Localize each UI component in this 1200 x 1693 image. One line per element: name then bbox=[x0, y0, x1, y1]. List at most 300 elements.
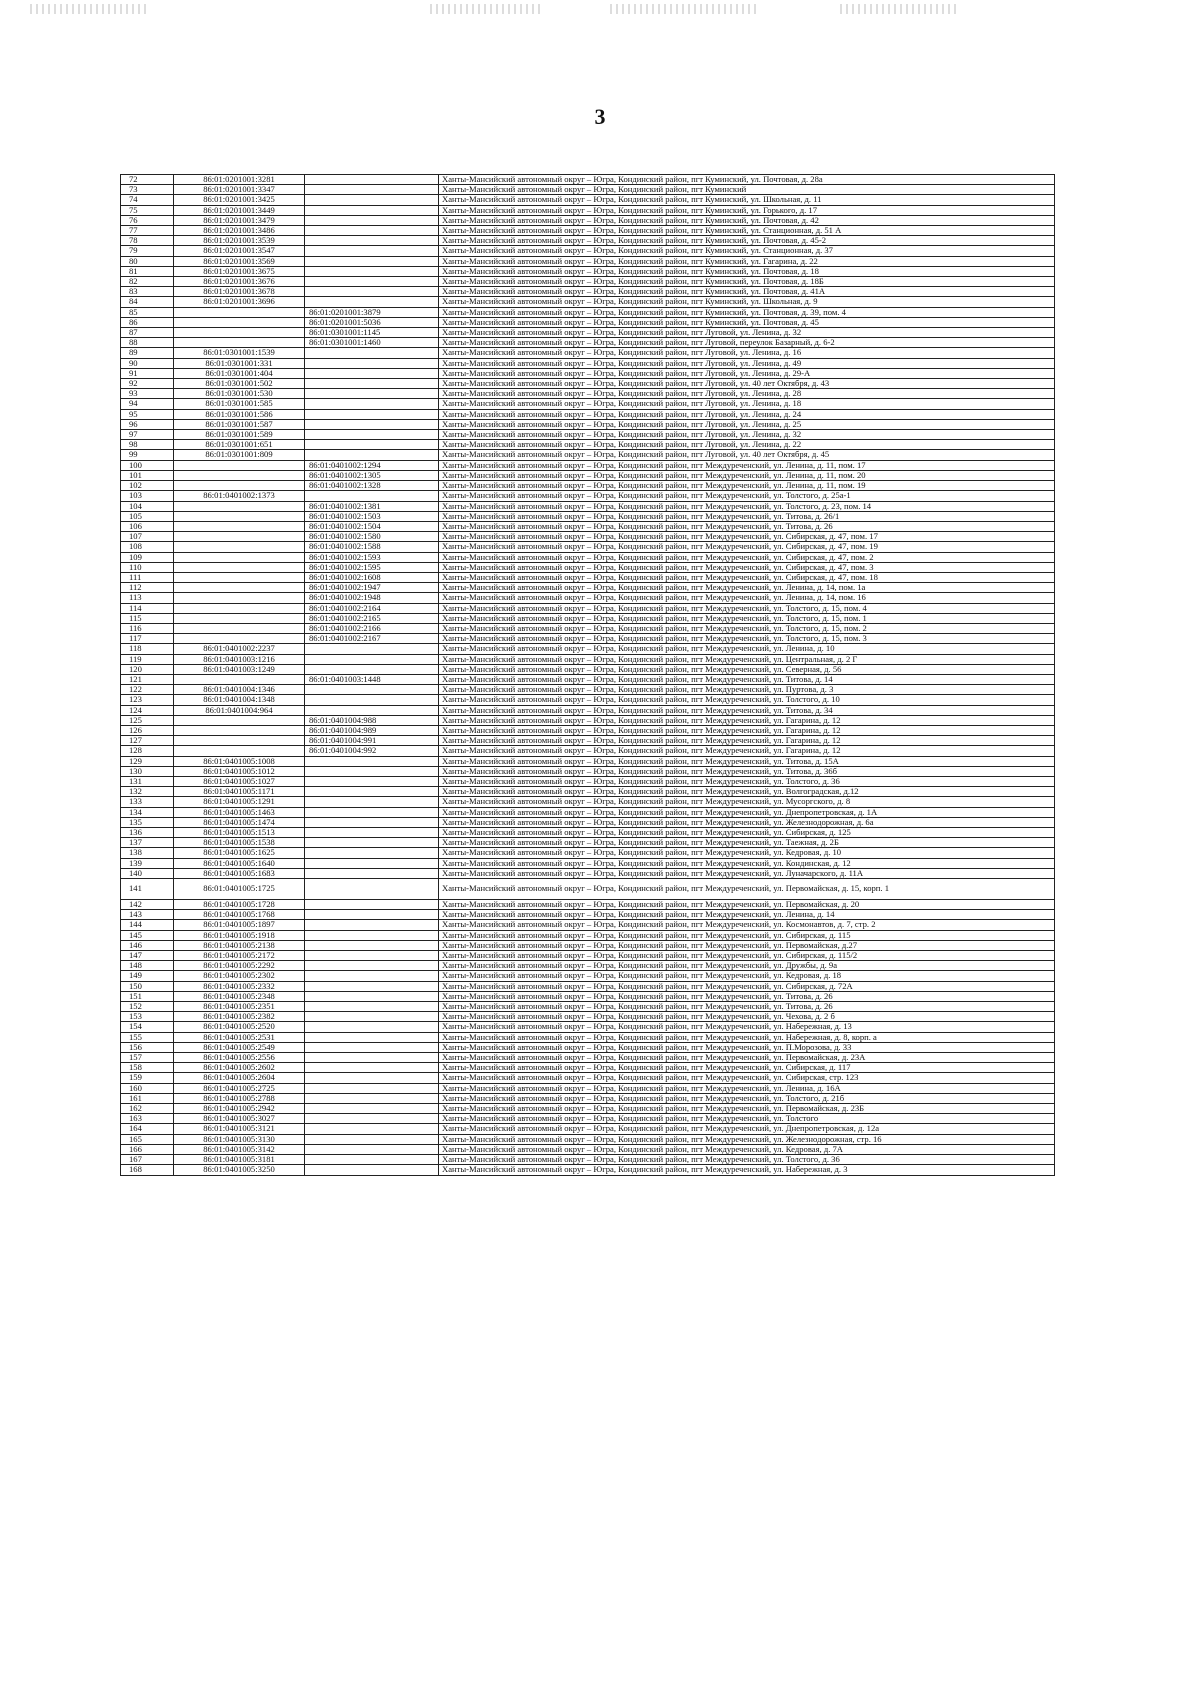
premises-cadastral-number-cell bbox=[305, 1124, 439, 1134]
premises-cadastral-number-cell bbox=[305, 868, 439, 878]
address-cell: Ханты-Мансийский автономный округ – Югра, Кондинский район, пгт Междуреченский, ул. Гагарина, д. 12 bbox=[439, 746, 1055, 756]
premises-cadastral-number-cell: 86:01:0401004:992 bbox=[305, 746, 439, 756]
row-number-cell: 118 bbox=[121, 644, 174, 654]
address-cell: Ханты-Мансийский автономный округ – Югра, Кондинский район, пгт Междуреченский, ул. Днепропетровская, д. 12а bbox=[439, 1124, 1055, 1134]
premises-cadastral-number-cell bbox=[305, 828, 439, 838]
address-cell: Ханты-Мансийский автономный округ – Югра, Кондинский район, пгт Междуреченский, ул. Толстого, д. 15, пом. 2 bbox=[439, 623, 1055, 633]
premises-cadastral-number-cell bbox=[305, 379, 439, 389]
premises-cadastral-number-cell bbox=[305, 654, 439, 664]
cadastral-number-cell: 86:01:0401005:1728 bbox=[174, 900, 305, 910]
premises-cadastral-number-cell bbox=[305, 226, 439, 236]
address-cell: Ханты-Мансийский автономный округ – Югра, Кондинский район, пгт Междуреченский, ул. Сибирская, стр. 123 bbox=[439, 1073, 1055, 1083]
row-number-cell: 143 bbox=[121, 910, 174, 920]
premises-cadastral-number-cell bbox=[305, 1134, 439, 1144]
cadastral-number-cell: 86:01:0201001:3486 bbox=[174, 226, 305, 236]
table-row bbox=[121, 215, 1055, 225]
address-cell: Ханты-Мансийский автономный округ – Югра, Кондинский район, пгт Междуреченский, ул. Титова, д. 26/1 bbox=[439, 511, 1055, 521]
table-row bbox=[121, 297, 1055, 307]
cadastral-number-cell bbox=[174, 725, 305, 735]
table-row bbox=[121, 389, 1055, 399]
premises-cadastral-number-cell: 86:01:0201001:3879 bbox=[305, 307, 439, 317]
table-row bbox=[121, 379, 1055, 389]
cadastral-number-cell: 86:01:0401005:2788 bbox=[174, 1093, 305, 1103]
premises-cadastral-number-cell bbox=[305, 1012, 439, 1022]
address-cell: Ханты-Мансийский автономный округ – Югра, Кондинский район, пгт Луговой, ул. Ленина, д. 22 bbox=[439, 440, 1055, 450]
row-number-cell: 139 bbox=[121, 858, 174, 868]
address-cell: Ханты-Мансийский автономный округ – Югра, Кондинский район, пгт Междуреченский, ул. Титова, д. 26 bbox=[439, 1002, 1055, 1012]
table-row bbox=[121, 848, 1055, 858]
table-row bbox=[121, 951, 1055, 961]
cadastral-number-cell: 86:01:0401005:2602 bbox=[174, 1063, 305, 1073]
row-number-cell: 142 bbox=[121, 900, 174, 910]
table-row bbox=[121, 695, 1055, 705]
premises-cadastral-number-cell bbox=[305, 287, 439, 297]
row-number-cell: 113 bbox=[121, 593, 174, 603]
cadastral-number-cell bbox=[174, 338, 305, 348]
premises-cadastral-number-cell: 86:01:0401003:1448 bbox=[305, 674, 439, 684]
cadastral-number-cell: 86:01:0401005:2604 bbox=[174, 1073, 305, 1083]
table-row bbox=[121, 542, 1055, 552]
premises-cadastral-number-cell bbox=[305, 409, 439, 419]
cadastral-number-cell: 86:01:0401005:1897 bbox=[174, 920, 305, 930]
cadastral-number-cell: 86:01:0201001:3347 bbox=[174, 185, 305, 195]
cadastral-number-cell: 86:01:0401005:2302 bbox=[174, 971, 305, 981]
cadastral-number-cell: 86:01:0401005:1513 bbox=[174, 828, 305, 838]
cadastral-number-cell: 86:01:0401005:2382 bbox=[174, 1012, 305, 1022]
address-cell: Ханты-Мансийский автономный округ – Югра, Кондинский район, пгт Куминский, ул. Почтовая, д. 45 bbox=[439, 317, 1055, 327]
premises-cadastral-number-cell: 86:01:0401002:1305 bbox=[305, 470, 439, 480]
premises-cadastral-number-cell bbox=[305, 236, 439, 246]
row-number-cell: 162 bbox=[121, 1104, 174, 1114]
address-cell: Ханты-Мансийский автономный округ – Югра, Кондинский район, пгт Междуреченский, ул. Сибирская, д. 125 bbox=[439, 828, 1055, 838]
table-row bbox=[121, 603, 1055, 613]
table-row bbox=[121, 776, 1055, 786]
premises-cadastral-number-cell bbox=[305, 1002, 439, 1012]
row-number-cell: 96 bbox=[121, 419, 174, 429]
table-row bbox=[121, 623, 1055, 633]
table-row bbox=[121, 1155, 1055, 1165]
cadastral-number-cell bbox=[174, 328, 305, 338]
table-row bbox=[121, 1083, 1055, 1093]
table-row bbox=[121, 409, 1055, 419]
premises-cadastral-number-cell: 86:01:0401002:1580 bbox=[305, 532, 439, 542]
cadastral-number-cell: 86:01:0401005:1640 bbox=[174, 858, 305, 868]
table-row bbox=[121, 797, 1055, 807]
table-row bbox=[121, 838, 1055, 848]
address-cell: Ханты-Мансийский автономный округ – Югра, Кондинский район, пгт Междуреченский, ул. Сибирская, д. 47, пом. 19 bbox=[439, 542, 1055, 552]
cadastral-number-cell: 86:01:0301001:587 bbox=[174, 419, 305, 429]
cadastral-number-cell bbox=[174, 736, 305, 746]
row-number-cell: 116 bbox=[121, 623, 174, 633]
premises-cadastral-number-cell: 86:01:0401002:1947 bbox=[305, 583, 439, 593]
row-number-cell: 87 bbox=[121, 328, 174, 338]
table-row bbox=[121, 368, 1055, 378]
row-number-cell: 156 bbox=[121, 1042, 174, 1052]
cadastral-number-cell: 86:01:0401005:1291 bbox=[174, 797, 305, 807]
cadastral-number-cell: 86:01:0301001:585 bbox=[174, 399, 305, 409]
table-row bbox=[121, 756, 1055, 766]
cadastral-number-cell: 86:01:0401005:3130 bbox=[174, 1134, 305, 1144]
registry-table-body bbox=[121, 175, 1055, 1176]
address-cell: Ханты-Мансийский автономный округ – Югра, Кондинский район, пгт Междуреченский, ул. Гагарина, д. 12 bbox=[439, 736, 1055, 746]
table-row bbox=[121, 725, 1055, 735]
row-number-cell: 120 bbox=[121, 664, 174, 674]
table-row bbox=[121, 940, 1055, 950]
cadastral-number-cell: 86:01:0401005:1008 bbox=[174, 756, 305, 766]
table-row bbox=[121, 266, 1055, 276]
address-cell: Ханты-Мансийский автономный округ – Югра, Кондинский район, пгт Междуреченский, ул. Титова, д. 26 bbox=[439, 521, 1055, 531]
row-number-cell: 140 bbox=[121, 868, 174, 878]
row-number-cell: 137 bbox=[121, 838, 174, 848]
address-cell: Ханты-Мансийский автономный округ – Югра, Кондинский район, пгт Междуреченский, ул. Титова, д. 36б bbox=[439, 766, 1055, 776]
address-cell: Ханты-Мансийский автономный округ – Югра, Кондинский район, пгт Междуреченский, ул. Северная, д. 56 bbox=[439, 664, 1055, 674]
premises-cadastral-number-cell bbox=[305, 981, 439, 991]
row-number-cell: 81 bbox=[121, 266, 174, 276]
cadastral-number-cell: 86:01:0401005:2725 bbox=[174, 1083, 305, 1093]
row-number-cell: 159 bbox=[121, 1073, 174, 1083]
table-row bbox=[121, 1063, 1055, 1073]
cadastral-number-cell: 86:01:0401005:2549 bbox=[174, 1042, 305, 1052]
row-number-cell: 163 bbox=[121, 1114, 174, 1124]
table-row bbox=[121, 470, 1055, 480]
table-row bbox=[121, 1053, 1055, 1063]
address-cell: Ханты-Мансийский автономный округ – Югра, Кондинский район, пгт Междуреченский, ул. Ленина, д. 16А bbox=[439, 1083, 1055, 1093]
table-row bbox=[121, 358, 1055, 368]
address-cell: Ханты-Мансийский автономный округ – Югра, Кондинский район, пгт Междуреченский, ул. Ленина, д. 14, пом. 1а bbox=[439, 583, 1055, 593]
table-row bbox=[121, 399, 1055, 409]
table-row bbox=[121, 552, 1055, 562]
cadastral-number-cell bbox=[174, 562, 305, 572]
table-row bbox=[121, 971, 1055, 981]
table-row bbox=[121, 634, 1055, 644]
premises-cadastral-number-cell: 86:01:0401004:988 bbox=[305, 715, 439, 725]
address-cell: Ханты-Мансийский автономный округ – Югра, Кондинский район, пгт Междуреченский, ул. Кедровая, д. 10 bbox=[439, 848, 1055, 858]
cadastral-number-cell: 86:01:0301001:589 bbox=[174, 430, 305, 440]
cadastral-number-cell: 86:01:0301001:651 bbox=[174, 440, 305, 450]
row-number-cell: 117 bbox=[121, 634, 174, 644]
premises-cadastral-number-cell bbox=[305, 910, 439, 920]
premises-cadastral-number-cell bbox=[305, 920, 439, 930]
address-cell: Ханты-Мансийский автономный округ – Югра, Кондинский район, пгт Луговой, ул. Ленина, д. 18 bbox=[439, 399, 1055, 409]
row-number-cell: 99 bbox=[121, 450, 174, 460]
table-row bbox=[121, 450, 1055, 460]
table-row bbox=[121, 715, 1055, 725]
address-cell: Ханты-Мансийский автономный округ – Югра, Кондинский район, пгт Междуреченский, ул. Днепропетровская, д. 1А bbox=[439, 807, 1055, 817]
cadastral-number-cell: 86:01:0401005:3250 bbox=[174, 1165, 305, 1175]
address-cell: Ханты-Мансийский автономный округ – Югра, Кондинский район, пгт Междуреченский, ул. Толстого bbox=[439, 1114, 1055, 1124]
row-number-cell: 125 bbox=[121, 715, 174, 725]
row-number-cell: 107 bbox=[121, 532, 174, 542]
premises-cadastral-number-cell bbox=[305, 664, 439, 674]
cadastral-number-cell: 86:01:0401005:2138 bbox=[174, 940, 305, 950]
row-number-cell: 154 bbox=[121, 1022, 174, 1032]
cadastral-number-cell bbox=[174, 501, 305, 511]
table-row bbox=[121, 195, 1055, 205]
address-cell: Ханты-Мансийский автономный округ – Югра, Кондинский район, пгт Междуреченский, ул. Первомайская, д. 23Б bbox=[439, 1104, 1055, 1114]
table-row bbox=[121, 175, 1055, 185]
cadastral-number-cell bbox=[174, 746, 305, 756]
row-number-cell: 155 bbox=[121, 1032, 174, 1042]
premises-cadastral-number-cell: 86:01:0401002:1504 bbox=[305, 521, 439, 531]
address-cell: Ханты-Мансийский автономный округ – Югра, Кондинский район, пгт Междуреченский, ул. Дружбы, д. 9а bbox=[439, 961, 1055, 971]
row-number-cell: 103 bbox=[121, 491, 174, 501]
premises-cadastral-number-cell bbox=[305, 419, 439, 429]
premises-cadastral-number-cell bbox=[305, 807, 439, 817]
cadastral-number-cell bbox=[174, 552, 305, 562]
premises-cadastral-number-cell bbox=[305, 695, 439, 705]
premises-cadastral-number-cell: 86:01:0401002:1595 bbox=[305, 562, 439, 572]
row-number-cell: 130 bbox=[121, 766, 174, 776]
address-cell: Ханты-Мансийский автономный округ – Югра, Кондинский район, пгт Междуреченский, ул. Толстого, д. 36 bbox=[439, 1155, 1055, 1165]
table-row bbox=[121, 481, 1055, 491]
cadastral-number-cell: 86:01:0301001:809 bbox=[174, 450, 305, 460]
premises-cadastral-number-cell: 86:01:0401002:1381 bbox=[305, 501, 439, 511]
table-row bbox=[121, 1104, 1055, 1114]
table-row bbox=[121, 991, 1055, 1001]
premises-cadastral-number-cell bbox=[305, 246, 439, 256]
address-cell: Ханты-Мансийский автономный округ – Югра, Кондинский район, пгт Междуреченский, ул. Центральная, д. 2 Г bbox=[439, 654, 1055, 664]
table-row bbox=[121, 521, 1055, 531]
row-number-cell: 126 bbox=[121, 725, 174, 735]
cadastral-number-cell: 86:01:0401005:1474 bbox=[174, 817, 305, 827]
table-row bbox=[121, 674, 1055, 684]
address-cell: Ханты-Мансийский автономный округ – Югра, Кондинский район, пгт Междуреченский, ул. Толстого, д. 23, пом. 14 bbox=[439, 501, 1055, 511]
cadastral-number-cell: 86:01:0401005:2520 bbox=[174, 1022, 305, 1032]
cadastral-number-cell bbox=[174, 623, 305, 633]
premises-cadastral-number-cell bbox=[305, 297, 439, 307]
premises-cadastral-number-cell bbox=[305, 1063, 439, 1073]
cadastral-number-cell: 86:01:0401005:2942 bbox=[174, 1104, 305, 1114]
row-number-cell: 135 bbox=[121, 817, 174, 827]
address-cell: Ханты-Мансийский автономный округ – Югра, Кондинский район, пгт Междуреченский, ул. Ленина, д. 10 bbox=[439, 644, 1055, 654]
cadastral-number-cell bbox=[174, 511, 305, 521]
row-number-cell: 144 bbox=[121, 920, 174, 930]
table-row bbox=[121, 705, 1055, 715]
premises-cadastral-number-cell: 86:01:0401002:1593 bbox=[305, 552, 439, 562]
cadastral-number-cell bbox=[174, 613, 305, 623]
row-number-cell: 151 bbox=[121, 991, 174, 1001]
address-cell: Ханты-Мансийский автономный округ – Югра, Кондинский район, пгт Междуреченский, ул. Чехова, д. 2 б bbox=[439, 1012, 1055, 1022]
premises-cadastral-number-cell bbox=[305, 705, 439, 715]
table-row bbox=[121, 1114, 1055, 1124]
address-cell: Ханты-Мансийский автономный округ – Югра, Кондинский район, пгт Междуреченский, ул. Сибирская, д. 115 bbox=[439, 930, 1055, 940]
cadastral-number-cell bbox=[174, 715, 305, 725]
premises-cadastral-number-cell bbox=[305, 991, 439, 1001]
table-row bbox=[121, 511, 1055, 521]
cadastral-number-cell bbox=[174, 603, 305, 613]
row-number-cell: 89 bbox=[121, 348, 174, 358]
premises-cadastral-number-cell: 86:01:0301001:1460 bbox=[305, 338, 439, 348]
premises-cadastral-number-cell bbox=[305, 971, 439, 981]
row-number-cell: 111 bbox=[121, 572, 174, 582]
row-number-cell: 146 bbox=[121, 940, 174, 950]
premises-cadastral-number-cell bbox=[305, 817, 439, 827]
page-number: 3 bbox=[594, 104, 606, 129]
address-cell: Ханты-Мансийский автономный округ – Югра, Кондинский район, пгт Междуреченский, ул. Первомайская, д. 23А bbox=[439, 1053, 1055, 1063]
table-row bbox=[121, 685, 1055, 695]
table-row bbox=[121, 736, 1055, 746]
row-number-cell: 167 bbox=[121, 1155, 174, 1165]
premises-cadastral-number-cell bbox=[305, 348, 439, 358]
row-number-cell: 122 bbox=[121, 685, 174, 695]
address-cell: Ханты-Мансийский автономный округ – Югра, Кондинский район, пгт Луговой, ул. Ленина, д. 25 bbox=[439, 419, 1055, 429]
cadastral-number-cell: 86:01:0201001:3281 bbox=[174, 175, 305, 185]
table-row bbox=[121, 664, 1055, 674]
row-number-cell: 127 bbox=[121, 736, 174, 746]
row-number-cell: 138 bbox=[121, 848, 174, 858]
cadastral-number-cell: 86:01:0201001:3696 bbox=[174, 297, 305, 307]
cadastral-number-cell bbox=[174, 674, 305, 684]
scan-noise bbox=[610, 4, 760, 14]
premises-cadastral-number-cell bbox=[305, 1144, 439, 1154]
address-cell: Ханты-Мансийский автономный округ – Югра, Кондинский район, пгт Луговой, ул. Ленина, д. 24 bbox=[439, 409, 1055, 419]
row-number-cell: 94 bbox=[121, 399, 174, 409]
cadastral-number-cell bbox=[174, 481, 305, 491]
cadastral-number-cell: 86:01:0401005:1012 bbox=[174, 766, 305, 776]
row-number-cell: 86 bbox=[121, 317, 174, 327]
row-number-cell: 92 bbox=[121, 379, 174, 389]
cadastral-number-cell: 86:01:0401002:1373 bbox=[174, 491, 305, 501]
address-cell: Ханты-Мансийский автономный округ – Югра, Кондинский район, пгт Междуреченский, ул. Мусоргского, д. 8 bbox=[439, 797, 1055, 807]
cadastral-number-cell bbox=[174, 634, 305, 644]
cadastral-number-cell: 86:01:0201001:3449 bbox=[174, 205, 305, 215]
premises-cadastral-number-cell bbox=[305, 491, 439, 501]
address-cell: Ханты-Мансийский автономный округ – Югра, Кондинский район, пгт Междуреченский, ул. Таежная, д. 2Б bbox=[439, 838, 1055, 848]
cadastral-number-cell: 86:01:0401005:3121 bbox=[174, 1124, 305, 1134]
cadastral-number-cell: 86:01:0401004:1346 bbox=[174, 685, 305, 695]
address-cell: Ханты-Мансийский автономный округ – Югра, Кондинский район, пгт Куминский, ул. Горького, д. 17 bbox=[439, 205, 1055, 215]
row-number-cell: 72 bbox=[121, 175, 174, 185]
cadastral-number-cell: 86:01:0401005:2348 bbox=[174, 991, 305, 1001]
cadastral-number-cell: 86:01:0201001:3425 bbox=[174, 195, 305, 205]
address-cell: Ханты-Мансийский автономный округ – Югра, Кондинский район, пгт Междуреченский, ул. Железнодорожная, д. 6а bbox=[439, 817, 1055, 827]
address-cell: Ханты-Мансийский автономный округ – Югра, Кондинский район, пгт Междуреченский, ул. Набережная, д. 3 bbox=[439, 1165, 1055, 1175]
cadastral-number-cell bbox=[174, 583, 305, 593]
address-cell: Ханты-Мансийский автономный округ – Югра, Кондинский район, пгт Луговой, переулок Базарный, д. 6-2 bbox=[439, 338, 1055, 348]
table-row bbox=[121, 900, 1055, 910]
premises-cadastral-number-cell bbox=[305, 838, 439, 848]
table-row bbox=[121, 440, 1055, 450]
premises-cadastral-number-cell bbox=[305, 900, 439, 910]
premises-cadastral-number-cell bbox=[305, 1022, 439, 1032]
row-number-cell: 166 bbox=[121, 1144, 174, 1154]
premises-cadastral-number-cell: 86:01:0401002:2166 bbox=[305, 623, 439, 633]
row-number-cell: 152 bbox=[121, 1002, 174, 1012]
table-row bbox=[121, 1165, 1055, 1175]
address-cell: Ханты-Мансийский автономный округ – Югра, Кондинский район, пгт Луговой, ул. Ленина, д. 49 bbox=[439, 358, 1055, 368]
table-row bbox=[121, 419, 1055, 429]
table-row bbox=[121, 205, 1055, 215]
row-number-cell: 90 bbox=[121, 358, 174, 368]
row-number-cell: 98 bbox=[121, 440, 174, 450]
scan-noise bbox=[30, 4, 150, 14]
table-row bbox=[121, 910, 1055, 920]
row-number-cell: 136 bbox=[121, 828, 174, 838]
cadastral-number-cell: 86:01:0401002:2237 bbox=[174, 644, 305, 654]
premises-cadastral-number-cell: 86:01:0401002:2165 bbox=[305, 613, 439, 623]
table-row bbox=[121, 1012, 1055, 1022]
premises-cadastral-number-cell bbox=[305, 644, 439, 654]
table-row bbox=[121, 613, 1055, 623]
row-number-cell: 150 bbox=[121, 981, 174, 991]
cadastral-number-cell: 86:01:0401005:3142 bbox=[174, 1144, 305, 1154]
address-cell: Ханты-Мансийский автономный округ – Югра, Кондинский район, пгт Междуреченский, ул. Волгоградская, д.12 bbox=[439, 787, 1055, 797]
address-cell: Ханты-Мансийский автономный округ – Югра, Кондинский район, пгт Междуреченский, ул. Гагарина, д. 12 bbox=[439, 715, 1055, 725]
address-cell: Ханты-Мансийский автономный округ – Югра, Кондинский район, пгт Междуреченский, ул. Толстого, д. 36 bbox=[439, 776, 1055, 786]
address-cell: Ханты-Мансийский автономный округ – Югра, Кондинский район, пгт Междуреченский, ул. Первомайская, д.27 bbox=[439, 940, 1055, 950]
cadastral-number-cell: 86:01:0401005:1463 bbox=[174, 807, 305, 817]
cadastral-number-cell bbox=[174, 470, 305, 480]
premises-cadastral-number-cell bbox=[305, 215, 439, 225]
premises-cadastral-number-cell bbox=[305, 277, 439, 287]
row-number-cell: 129 bbox=[121, 756, 174, 766]
row-number-cell: 91 bbox=[121, 368, 174, 378]
row-number-cell: 73 bbox=[121, 185, 174, 195]
table-row bbox=[121, 1134, 1055, 1144]
address-cell: Ханты-Мансийский автономный округ – Югра, Кондинский район, пгт Луговой, ул. Ленина, д. 28 bbox=[439, 389, 1055, 399]
row-number-cell: 93 bbox=[121, 389, 174, 399]
row-number-cell: 84 bbox=[121, 297, 174, 307]
address-cell: Ханты-Мансийский автономный округ – Югра, Кондинский район, пгт Междуреченский, ул. Железнодорожная, стр. 16 bbox=[439, 1134, 1055, 1144]
premises-cadastral-number-cell: 86:01:0401002:1608 bbox=[305, 572, 439, 582]
row-number-cell: 112 bbox=[121, 583, 174, 593]
row-number-cell: 132 bbox=[121, 787, 174, 797]
table-row bbox=[121, 226, 1055, 236]
address-cell: Ханты-Мансийский автономный округ – Югра, Кондинский район, пгт Междуреченский, ул. Толстого, д. 15, пом. 4 bbox=[439, 603, 1055, 613]
premises-cadastral-number-cell: 86:01:0201001:5036 bbox=[305, 317, 439, 327]
address-cell: Ханты-Мансийский автономный округ – Югра, Кондинский район, пгт Куминский, ул. Станционная, д. 51 А bbox=[439, 226, 1055, 236]
cadastral-number-cell: 86:01:0301001:530 bbox=[174, 389, 305, 399]
address-cell: Ханты-Мансийский автономный округ – Югра, Кондинский район, пгт Междуреченский, ул. Ленина, д. 11, пом. 17 bbox=[439, 460, 1055, 470]
premises-cadastral-number-cell: 86:01:0401004:991 bbox=[305, 736, 439, 746]
premises-cadastral-number-cell bbox=[305, 1053, 439, 1063]
premises-cadastral-number-cell: 86:01:0401004:989 bbox=[305, 725, 439, 735]
premises-cadastral-number-cell bbox=[305, 399, 439, 409]
premises-cadastral-number-cell bbox=[305, 440, 439, 450]
address-cell: Ханты-Мансийский автономный округ – Югра, Кондинский район, пгт Междуреченский, ул. Гагарина, д. 12 bbox=[439, 725, 1055, 735]
address-cell: Ханты-Мансийский автономный округ – Югра, Кондинский район, пгт Куминский, ул. Школьная, д. 9 bbox=[439, 297, 1055, 307]
row-number-cell: 102 bbox=[121, 481, 174, 491]
table-row bbox=[121, 593, 1055, 603]
address-cell: Ханты-Мансийский автономный округ – Югра, Кондинский район, пгт Междуреченский, ул. Ленина, д. 14, пом. 16 bbox=[439, 593, 1055, 603]
cadastral-number-cell: 86:01:0301001:502 bbox=[174, 379, 305, 389]
cadastral-number-cell: 86:01:0201001:3479 bbox=[174, 215, 305, 225]
table-row bbox=[121, 256, 1055, 266]
table-row bbox=[121, 1022, 1055, 1032]
table-row bbox=[121, 787, 1055, 797]
premises-cadastral-number-cell: 86:01:0401002:1588 bbox=[305, 542, 439, 552]
table-row bbox=[121, 644, 1055, 654]
row-number-cell: 78 bbox=[121, 236, 174, 246]
address-cell: Ханты-Мансийский автономный округ – Югра, Кондинский район, пгт Междуреченский, ул. Сибирская, д. 47, пом. 2 bbox=[439, 552, 1055, 562]
address-cell: Ханты-Мансийский автономный округ – Югра, Кондинский район, пгт Междуреченский, ул. Титова, д. 15А bbox=[439, 756, 1055, 766]
premises-cadastral-number-cell bbox=[305, 1073, 439, 1083]
table-row bbox=[121, 920, 1055, 930]
cadastral-number-cell: 86:01:0201001:3678 bbox=[174, 287, 305, 297]
address-cell: Ханты-Мансийский автономный округ – Югра, Кондинский район, пгт Междуреченский, ул. Сибирская, д. 72А bbox=[439, 981, 1055, 991]
row-number-cell: 75 bbox=[121, 205, 174, 215]
row-number-cell: 161 bbox=[121, 1093, 174, 1103]
premises-cadastral-number-cell: 86:01:0401002:1503 bbox=[305, 511, 439, 521]
row-number-cell: 164 bbox=[121, 1124, 174, 1134]
premises-cadastral-number-cell bbox=[305, 858, 439, 868]
cadastral-number-cell: 86:01:0401005:1171 bbox=[174, 787, 305, 797]
address-cell: Ханты-Мансийский автономный округ – Югра, Кондинский район, пгт Луговой, ул. 40 лет Октября, д. 43 bbox=[439, 379, 1055, 389]
table-row bbox=[121, 287, 1055, 297]
premises-cadastral-number-cell bbox=[305, 848, 439, 858]
table-row bbox=[121, 501, 1055, 511]
table-row bbox=[121, 807, 1055, 817]
